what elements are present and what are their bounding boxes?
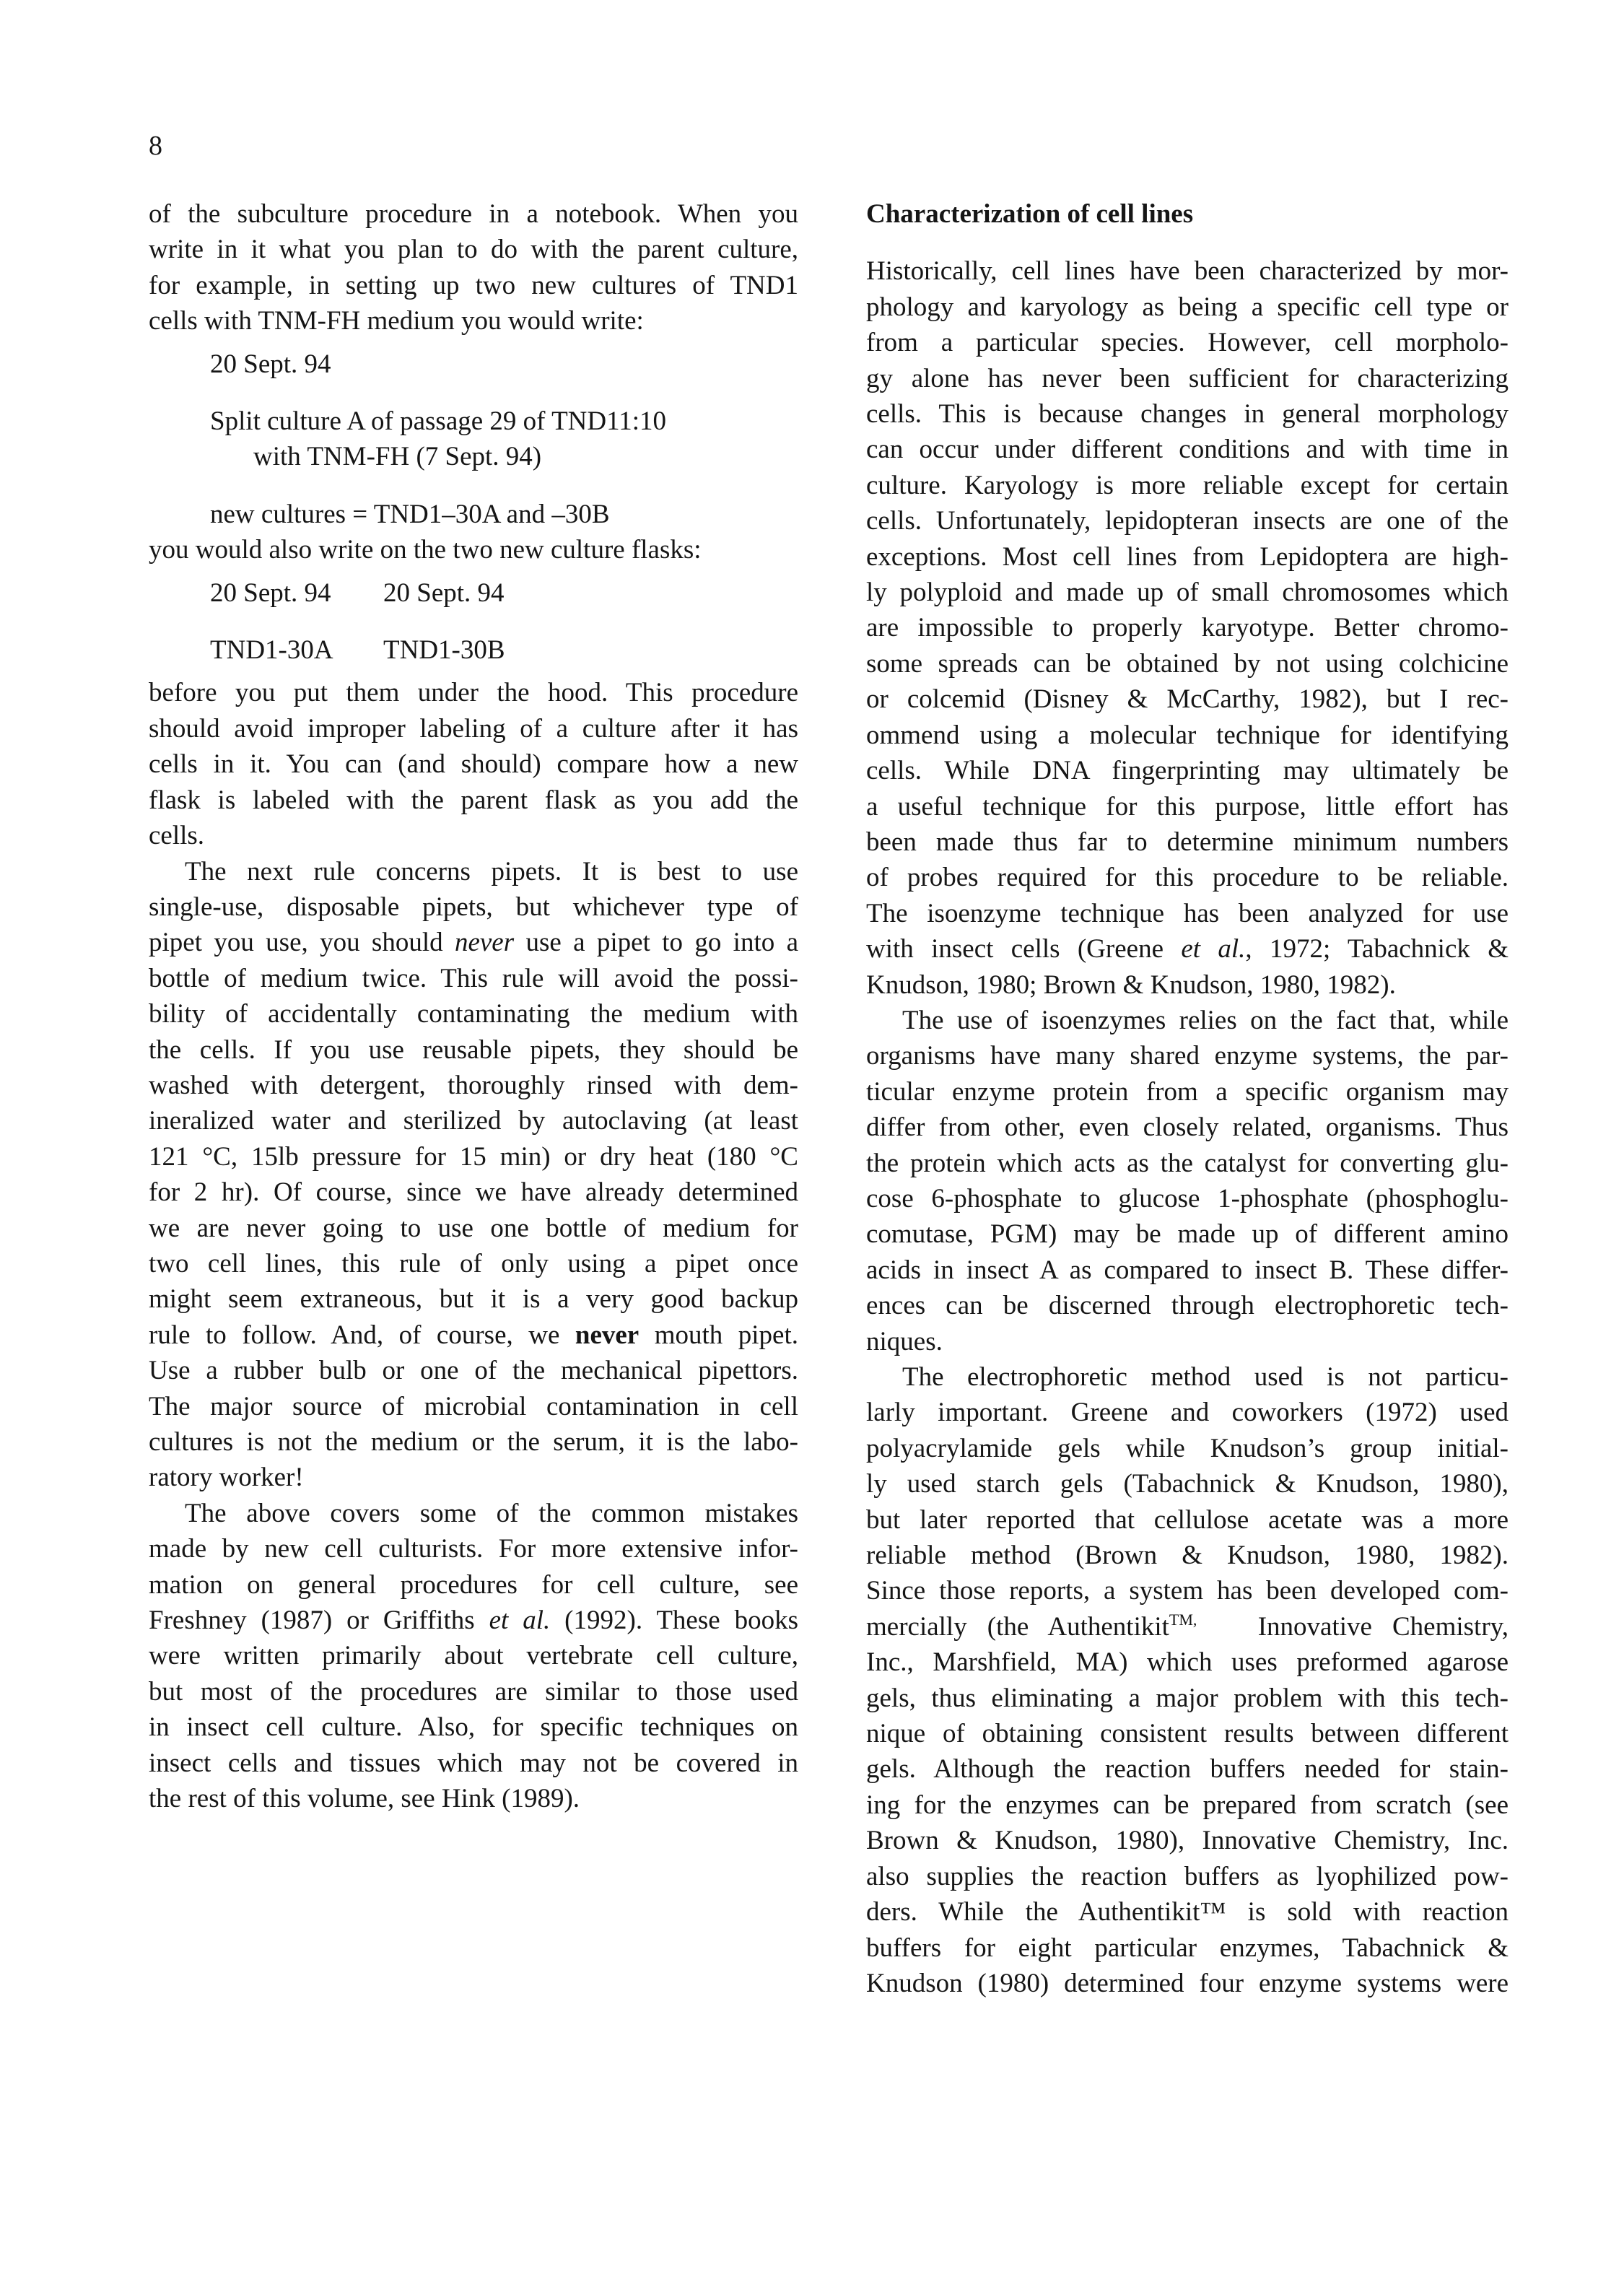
text-line: washed with detergent, thoroughly rinsed with dem- bbox=[149, 1070, 798, 1100]
text-line: for 2 hr). Of course, since we have already determined bbox=[149, 1177, 798, 1208]
text-line: made by new cell culturists. For more extensive infor- bbox=[149, 1534, 798, 1564]
text-line: but most of the procedures are similar to those used bbox=[149, 1676, 798, 1707]
text-line: rule to follow. And, of course, we never mouth pipet. bbox=[149, 1320, 798, 1350]
text-line: in insect cell culture. Also, for specific techniques on bbox=[149, 1712, 798, 1743]
text-line: can occur under different conditions and with time in bbox=[866, 435, 1509, 465]
text-line: or colcemid (Disney & McCarthy, 1982), but I rec- bbox=[866, 684, 1509, 715]
text-line: mation on general procedures for cell culture, see bbox=[149, 1569, 798, 1600]
text-line: bottle of medium twice. This rule will avoid the possi- bbox=[149, 963, 798, 993]
text-line: might seem extraneous, but it is a very good backup bbox=[149, 1284, 798, 1315]
text-line: should avoid improper labeling of a culture after it has bbox=[149, 713, 798, 744]
text-line: cells. While DNA fingerprinting may ultimately be bbox=[866, 756, 1509, 786]
text-line: were written primarily about vertebrate cell culture, bbox=[149, 1641, 798, 1671]
pipets-paragraph bbox=[149, 854, 798, 1496]
text-line: of the subculture procedure in a notebook. When you bbox=[149, 199, 798, 229]
text-line: bility of accidentally contaminating the medium with bbox=[149, 999, 798, 1029]
text-line: gy alone has never been sufficient for characterizing bbox=[866, 363, 1509, 393]
page-number: 8 bbox=[149, 131, 162, 161]
text-line: gels, thus eliminating a major problem with this tech- bbox=[866, 1683, 1509, 1713]
text-line: some spreads can be obtained by not using colchicine bbox=[866, 648, 1509, 679]
text-line: culture. Karyology is more reliable except for certain bbox=[866, 470, 1509, 500]
text-line: ticular enzyme protein from a specific organism may bbox=[866, 1076, 1509, 1107]
text-line: insect cells and tissues which may not be covered in bbox=[149, 1748, 798, 1778]
text-line: Brown & Knudson, 1980), Innovative Chemistry, Inc. bbox=[866, 1826, 1509, 1856]
text-line: for example, in setting up two new cultures of TND1 bbox=[149, 270, 798, 300]
text-line: ineralized water and sterilized by autoclaving (at least bbox=[149, 1106, 798, 1136]
text-line: The isoenzyme technique has been analyzed for use bbox=[866, 898, 1509, 928]
text-line: with insect cells (Greene et al., 1972; Tabachnick & bbox=[866, 934, 1509, 964]
text-line: phology and karyology as being a specific cell type or bbox=[866, 292, 1509, 322]
text-line: write in it what you plan to do with the parent culture, bbox=[149, 235, 798, 265]
flask-b-date: 20 Sept. 94 bbox=[383, 578, 505, 608]
text-line: nique of obtaining consistent results between different bbox=[866, 1719, 1509, 1749]
intro-paragraph bbox=[149, 196, 798, 339]
flask-labels bbox=[149, 575, 798, 668]
flask-date-row bbox=[149, 575, 798, 611]
text-line: larly important. Greene and coworkers (1972) used bbox=[866, 1398, 1509, 1428]
text-line: acids in insect A as compared to insect B. These differ- bbox=[866, 1255, 1509, 1285]
text-line: differ from other, even closely related, organisms. Thus bbox=[866, 1112, 1509, 1143]
log-split: Split culture A of passage 29 of TND11:10 bbox=[210, 406, 667, 437]
text-line: comutase, PGM) may be made up of different amino bbox=[866, 1219, 1509, 1250]
section-heading: Characterization of cell lines bbox=[866, 199, 1194, 229]
isoenzyme-paragraph bbox=[866, 1003, 1509, 1359]
text-line: are impossible to properly karyotype. Better chromo- bbox=[866, 613, 1509, 643]
above-paragraph bbox=[149, 1496, 798, 1817]
text-line: but later reported that cellulose acetate was a more bbox=[866, 1504, 1509, 1535]
text-line: the rest of this volume, see Hink (1989). bbox=[149, 1784, 580, 1814]
text-line: Historically, cell lines have been characterized by mor- bbox=[866, 256, 1509, 287]
text-line: The major source of microbial contamination in cell bbox=[149, 1391, 798, 1421]
text-line: Inc., Marshfield, MA) which uses preformed agarose bbox=[866, 1647, 1509, 1678]
text-line: cells with TNM-FH medium you would write: bbox=[149, 306, 644, 336]
log-new-cultures: new cultures = TND1–30A and –30B bbox=[210, 499, 610, 529]
flask-a-label: TND1-30A bbox=[210, 635, 333, 666]
text-line: pipet you use, you should never use a pipet to go into a bbox=[149, 928, 799, 958]
text-line: cose 6-phosphate to glucose 1-phosphate (phosphoglu- bbox=[866, 1183, 1509, 1214]
text-line: polyacrylamide gels while Knudson’s group initial- bbox=[866, 1433, 1509, 1463]
text-line: before you put them under the hood. This procedure bbox=[149, 678, 798, 708]
flask-b-label: TND1-30B bbox=[383, 635, 505, 666]
text-line: flask is labeled with the parent flask as you add the bbox=[149, 785, 798, 815]
text-line: from a particular species. However, cell morpholo- bbox=[866, 328, 1509, 358]
history-paragraph bbox=[866, 253, 1509, 1003]
text-line: also supplies the reaction buffers as lyophilized pow- bbox=[866, 1861, 1509, 1891]
text-line: cells. Unfortunately, lepidopteran insects are one of the bbox=[866, 506, 1509, 536]
text-line: niques. bbox=[866, 1326, 943, 1356]
text-line: Knudson, 1980; Brown & Knudson, 1980, 1982). bbox=[866, 970, 1396, 1000]
text-line: cells in it. You can (and should) compare how a new bbox=[149, 749, 798, 780]
text-line: Knudson (1980) determined four enzyme systems were bbox=[866, 1968, 1509, 1998]
text-line: 121 °C, 15lb pressure for 15 min) or dry heat (180 °C bbox=[149, 1141, 798, 1172]
text-line: The use of isoenzymes relies on the fact that, while bbox=[902, 1005, 1509, 1035]
text-line: ratory worker! bbox=[149, 1463, 304, 1493]
flask-a-date: 20 Sept. 94 bbox=[210, 578, 331, 608]
log-date: 20 Sept. 94 bbox=[210, 349, 331, 379]
text-line: gels. Although the reaction buffers needed for stain- bbox=[866, 1754, 1509, 1785]
text-line: single-use, disposable pipets, but whichever type of bbox=[149, 892, 798, 922]
text-line: cells. This is because changes in general morphology bbox=[866, 399, 1509, 430]
text-line: a useful technique for this purpose, little effort has bbox=[866, 791, 1509, 822]
text-line: organisms have many shared enzyme systems, the par- bbox=[866, 1041, 1509, 1071]
text-line: exceptions. Most cell lines from Lepidoptera are high- bbox=[866, 541, 1509, 572]
text-line: buffers for eight particular enzymes, Tabachnick & bbox=[866, 1933, 1509, 1963]
text-line: The next rule concerns pipets. It is best to use bbox=[185, 856, 798, 886]
notebook-entry bbox=[149, 347, 798, 533]
text-line: Use a rubber bulb or one of the mechanical pipettors. bbox=[149, 1356, 798, 1386]
text-line: ly used starch gels (Tabachnick & Knudson, 1980), bbox=[866, 1469, 1509, 1499]
text-line: two cell lines, this rule of only using a pipet once bbox=[149, 1248, 798, 1278]
hood-paragraph bbox=[149, 675, 798, 853]
text-line: been made thus far to determine minimum numbers bbox=[866, 827, 1509, 857]
text-line: the protein which acts as the catalyst for converting glu- bbox=[866, 1148, 1509, 1178]
text-line: Since those reports, a system has been developed com- bbox=[866, 1576, 1509, 1606]
text-line: The electrophoretic method used is not particu- bbox=[902, 1362, 1509, 1392]
text-line: The above covers some of the common mistakes bbox=[185, 1498, 798, 1528]
text-line: cells. bbox=[149, 821, 205, 851]
electrophoretic-paragraph bbox=[866, 1359, 1509, 2001]
text-line: ing for the enzymes can be prepared from scratch (see bbox=[866, 1790, 1509, 1820]
left-column bbox=[149, 196, 798, 1816]
text-line: cultures is not the medium or the serum, it is the labo- bbox=[149, 1427, 798, 1457]
flask-label-row bbox=[149, 632, 798, 668]
text-line: ences can be discerned through electrophoretic tech- bbox=[866, 1291, 1509, 1321]
text-line: of probes required for this procedure to be reliable. bbox=[866, 863, 1509, 893]
text-line: mercially (the Authentikit$^{TM,}$ Innovative Chemistry, bbox=[866, 1610, 1509, 1642]
text-line: we are never going to use one bottle of medium for bbox=[149, 1213, 798, 1243]
right-column bbox=[866, 196, 1509, 2001]
text-line: the cells. If you use reusable pipets, they should be bbox=[149, 1034, 798, 1065]
text-line: ly polyploid and made up of small chromosomes which bbox=[866, 578, 1509, 608]
text-line: reliable method (Brown & Knudson, 1980, 1982). bbox=[866, 1541, 1509, 1571]
text-line: Freshney (1987) or Griffiths et al. (1992). These books bbox=[149, 1606, 799, 1636]
text-line: ommend using a molecular technique for identifying bbox=[866, 720, 1509, 750]
text-line: ders. While the Authentikit™ is sold with reaction bbox=[866, 1897, 1509, 1927]
log-split-cont: with TNM-FH (7 Sept. 94) bbox=[253, 442, 542, 472]
flasks-intro: you would also write on the two new culture flasks: bbox=[149, 535, 702, 565]
